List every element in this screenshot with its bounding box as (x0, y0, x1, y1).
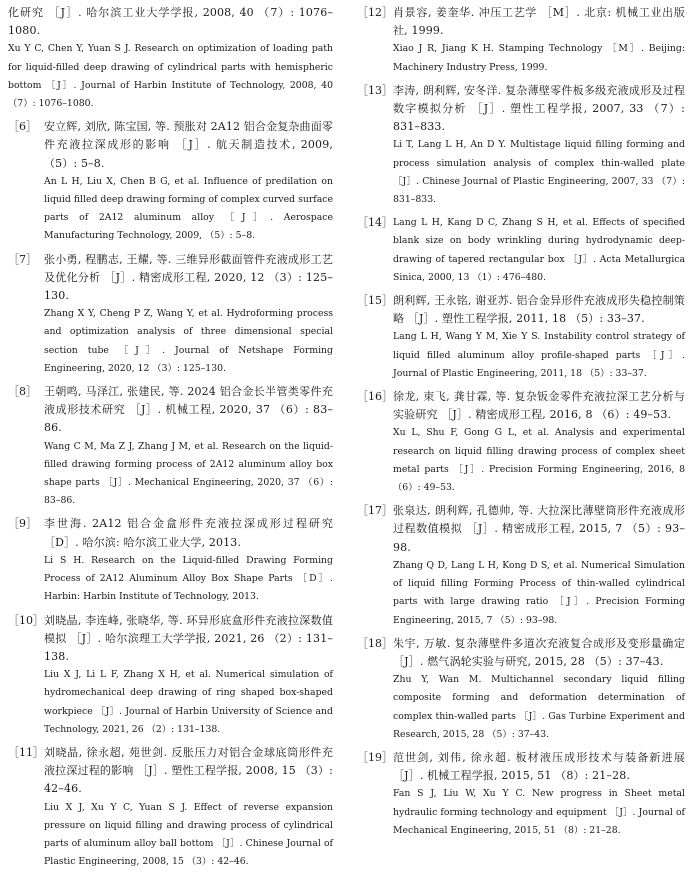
reference-english-text: Lang L H, Wang Y M, Xie Y S. Instability control strategy of liquid filled aluminum alloy profile-shaped parts ［J］. Journal of Plastic Engineering, 2011, 18 （5）: 33–37. (393, 331, 685, 379)
reference-english-text: Liu X J, Xu Y C, Yuan S J. Effect of reverse expansion pressure on liquid filling and drawing process of cylindrical parts of aluminum alloy ball bottom ［J］. Chinese Journal of Plastic Engineering, 2008, 15 （3）: 42–46. (44, 801, 333, 868)
reference-item-19 (357, 749, 685, 840)
reference-number: ［16］ (357, 390, 393, 404)
reference-chinese-text: 化研究 ［J］. 哈尔滨工业大学学报, 2008, 40 （7）: 1076–1080. (8, 6, 333, 38)
reference-number: ［7］ (8, 252, 37, 266)
reference-english-text: An L H, Liu X, Chen B G, et al. Influence of predilation on liquid filled deep drawing forming of complex curved surface parts of 2A12 aluminum alloy ［J］. Aerospace Manufacturing Technology, 2009, （5）: 5–8. (44, 175, 333, 242)
reference-chinese-text: 范世剑, 刘伟, 徐永超. 板材液压成形技术与装备新进展 ［J］. 机械工程学报, 2015, 51 （8）: 21–28. (393, 750, 685, 783)
reference-item-11 (8, 744, 333, 871)
reference-number: ［6］ (8, 120, 37, 134)
reference-item-9 (8, 515, 333, 606)
reference-number: ［11］ (8, 745, 44, 759)
reference-item-6 (8, 118, 333, 245)
reference-chinese-text: 李涛, 朗利辉, 安冬洋. 复杂薄壁零件板多级充液成形及过程数字模拟分析 ［J］. 塑性工程学报, 2007, 33 （7）: 831–833. (393, 83, 685, 134)
reference-item-5-continued (8, 4, 333, 113)
reference-english-text: Xu Y C, Chen Y, Yuan S J. Research on optimization of loading path for liquid-filled deep drawing of cylindrical parts with hemispheric bottom ［J］. Journal of Harbin Institute of Technology, 2008, 40 （7）: 1076–1080. (8, 43, 333, 110)
reference-english-text: Li S H. Research on the Liquid-filled Drawing Forming Process of 2A12 Aluminum Alloy Box Shape Parts ［D］. Harbin: Harbin Institute of Technology, 2013. (44, 554, 333, 603)
reference-chinese-text: 朱宇, 万敏. 复杂薄壁件多道次充液复合成形及变形量确定 ［J］. 燃气涡轮实验与研究, 2015, 28 （5）: 37–43. (393, 636, 685, 668)
reference-english-text: Zhu Y, Wan M. Multichannel secondary liquid filling composite forming and deformation determination of complex thin-walled parts ［J］. Gas Turbine Experiment and Research, 2015, 28 （5）: 37–43. (393, 674, 685, 740)
reference-chinese-text: 朗利辉, 王永铭, 谢亚苏. 铝合金异形件充液成形失稳控制策略 ［J］. 塑性工程学报, 2011, 18 （5）: 33–37. (393, 294, 685, 326)
reference-item-17 (357, 502, 685, 629)
reference-english-text: Zhang X Y, Cheng P Z, Wang Y, et al. Hydroforming process and optimization analysis of three dimensional special section tube ［J］. Journal of Netshape Forming Engineering, 2020, 12 （3）: 125–130. (44, 308, 333, 374)
reference-chinese-text: 李世海. 2A12 铝合金盒形件充液拉深成形过程研究 ［D］. 哈尔滨: 哈尔滨工业大学, 2013. (44, 517, 333, 549)
reference-number: ［10］ (8, 613, 44, 627)
reference-english-text: Liu X J, Li L F, Zhang X H, et al. Numerical simulation of hydromechanical deep drawing of ring shaped box-shaped workpiece ［J］. Journal of Harbin University of Science and Technology, 2021, 26 （2）: 131–138. (44, 669, 333, 735)
reference-chinese-text: 王朝鸣, 马泽江, 张建民, 等. 2024 铝合金长半管类零件充液成形技术研究 ［J］. 机械工程, 2020, 37 （6）: 83–86. (44, 385, 333, 435)
reference-item-16 (357, 388, 685, 497)
reference-english-text: Fan S J, Liu W, Xu Y C. New progress in Sheet metal hydraulic forming technology and equipment ［J］. Journal of Mechanical Engineering, 2015, 51 （8）: 21–28. (393, 788, 685, 836)
reference-chinese-text: 张泉达, 朗利辉, 孔德帅, 等. 大拉深比薄壁筒形件充液成形过程数值模拟 ［J］. 精密成形工程, 2015, 7 （5）: 93–98. (393, 504, 685, 554)
reference-number: ［9］ (8, 517, 37, 531)
references-right-column (357, 4, 685, 845)
reference-number: ［13］ (357, 83, 393, 97)
reference-item-15 (357, 292, 685, 383)
reference-chinese-text: 刘晓晶, 李连峰, 张晓华, 等. 环异形底盒形件充液拉深数值模拟 ［J］. 哈尔滨理工大学学报, 2021, 26 （2）: 131–138. (44, 613, 333, 663)
reference-chinese-text: 刘晓晶, 徐永超, 苑世剑. 反胀压力对铝合金球底筒形件充液拉深过程的影响 ［J］. 塑性工程学报, 2008, 15 （3）: 42–46. (44, 745, 333, 796)
reference-english-text: Lang L H, Kang D C, Zhang S H, et al. Effects of specified blank size on body wrinkling during hydrodynamic deep-drawing of tapered rectangular box ［J］. Acta Metallurgica Sinica, 2000, 13 （1）: 476–480. (393, 217, 685, 283)
reference-english-text: Xu L, Shu F, Gong G L, et al. Analysis and experimental research on liquid filling drawing process of complex sheet metal parts ［J］. Precision Forming Engineering, 2016, 8 （6）: 49–53. (393, 427, 685, 494)
reference-chinese-text: 安立辉, 刘欣, 陈宝国, 等. 预胀对 2A12 铝合金复杂曲面零件充液拉深成形的影响 ［J］. 航天制造技术, 2009, （5）: 5–8. (44, 120, 334, 170)
reference-number: ［19］ (357, 750, 393, 764)
reference-number: ［18］ (357, 636, 393, 650)
reference-chinese-text: 徐龙, 束飞, 龚甘霖, 等. 复杂钣金零件充液拉深工艺分析与实验研究 ［J］. 精密成形工程, 2016, 8 （6）: 49–53. (393, 390, 685, 422)
reference-english-text: Wang C M, Ma Z J, Zhang J M, et al. Research on the liquid-filled drawing forming process of 2A12 aluminum alloy box shape parts ［J］. Mechanical Engineering, 2020, 37 （6）: 83–86. (44, 440, 333, 507)
reference-number: ［8］ (8, 385, 37, 399)
reference-item-13 (357, 82, 685, 209)
reference-chinese-text: 肖景容, 姜奎华. 冲压工艺学 ［M］. 北京: 机械工业出版社, 1999. (393, 6, 685, 38)
reference-item-10 (8, 612, 333, 739)
reference-number: ［15］ (357, 294, 393, 308)
reference-number: ［14］ (357, 216, 393, 230)
reference-english-text: Xiao J R, Jiang K H. Stamping Technology ［M］. Beijing: Machinery Industry Press, 1999. (393, 43, 685, 73)
reference-number: ［17］ (357, 504, 393, 518)
reference-item-8 (8, 383, 333, 510)
reference-number: ［12］ (357, 6, 393, 19)
references-left-column (8, 4, 333, 876)
reference-english-text: Li T, Lang L H, An D Y. Multistage liquid filling forming and process simulation analysis of complex thin-walled plate ［J］. Chinese Journal of Plastic Engineering, 2007, 33 （7）: 831–833. (393, 139, 685, 206)
reference-chinese-text: 张小勇, 程鹏志, 王耀, 等. 三维异形截面管件充液成形工艺及优化分析 ［J］. 精密成形工程, 2020, 12 （3）: 125–130. (44, 252, 333, 303)
reference-item-12 (357, 4, 685, 77)
reference-item-18 (357, 635, 685, 744)
reference-english-text: Zhang Q D, Lang L H, Kong D S, et al. Numerical Simulation of liquid filling Forming Process of thin-walled cylindrical parts with large drawing ratio ［J］. Precision Forming Engineering, 2015, 7 （5）: 93–98. (393, 559, 685, 626)
reference-item-14 (357, 214, 685, 287)
reference-item-7 (8, 251, 333, 378)
